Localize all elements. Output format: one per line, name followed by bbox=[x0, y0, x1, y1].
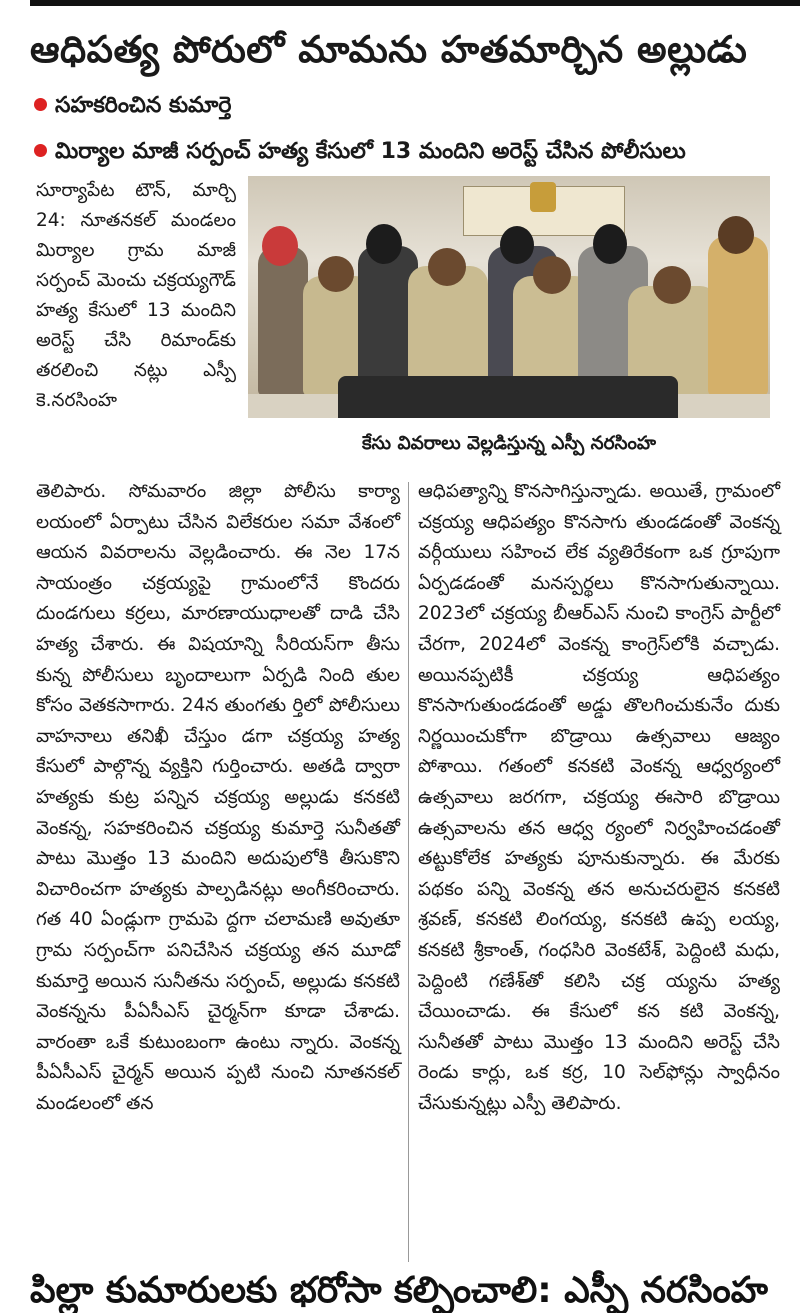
press-photo bbox=[248, 176, 770, 471]
officer-head bbox=[533, 256, 571, 294]
officer-head bbox=[653, 266, 691, 304]
subhead-1-text: సహకరించిన కుమార్తె bbox=[55, 93, 232, 118]
microphones bbox=[338, 376, 678, 418]
subhead-2 bbox=[34, 136, 794, 168]
press-meet-photo bbox=[248, 176, 770, 418]
column-left-text: తెలిపారు. సోమవారం జిల్లా పోలీసు కార్యా లయంలో ఏర్పాటు చేసిన విలేకరుల సమా వేశంలో ఆయన వివరాలను వెల్లడించారు. ఈ నెల 17న సాయంత్రం చక్రయ్యపై గ్రామంలోనే కొందరు దుండగులు కర్రలు, మారణాయుధాలతో దాడి చేసి హత్య చేశారు. ఈ విషయాన్ని సీరియస్‌గా తీసు కున్న పోలీసులు బృందాలుగా ఏర్పడి నింది తుల కోసం వెతకసాగారు. 24న తుంగతు ర్తిలో పోలీసులు వాహనాలు తనిఖీ చేస్తుం డగా చక్రయ్య హత్య కేసులో పాల్గొన్న వ్యక్తిని గుర్తించారు. అతడి ద్వారా హత్యకు కుట్ర పన్నిన చక్రయ్య అల్లుడు కనకటి వెంకన్న, సహకరించిన చక్రయ్య కుమార్తె సునీతతో పాటు మొత్తం 13 మందిని అదుపులోకి తీసుకొని విచారించగా హత్యకు పాల్పడినట్లు అంగీకరించారు. గత 40 ఏండ్లుగా గ్రామపె ద్దగా చలామణి అవుతూ గ్రామ సర్పంచ్‌గా పనిచేసిన చక్రయ్య తన మూడో కుమార్తె అయిన సునీతను సర్పంచ్, అల్లుడు కనకటి వెంకన్నను పీఏసీఎస్ చైర్మన్‌గా కూడా చేశాడు. వారంతా ఒకే కుటుంబంగా ఉంటు న్నారు. వెంకన్న పీఏసీఎస్ చైర్మన్ అయిన ప్పటి నుంచి నూతనకల్ మండలంలో తన bbox=[36, 481, 400, 1114]
subhead-1 bbox=[34, 90, 794, 122]
person-head bbox=[718, 216, 754, 254]
masked-head bbox=[500, 226, 534, 264]
masked-head bbox=[262, 226, 298, 266]
emblem-icon bbox=[530, 182, 556, 212]
masked-head bbox=[366, 224, 402, 264]
officer-head bbox=[318, 256, 354, 292]
column-divider bbox=[408, 482, 409, 1262]
next-article-headline bbox=[30, 1270, 800, 1311]
person-figure bbox=[708, 236, 768, 396]
subhead-2-text: మిర్యాల మాజీ సర్పంచ్ హత్య కేసులో 13 మందిని అరెస్ట్ చేసిన పోలీసులు bbox=[55, 139, 686, 164]
article-intro bbox=[36, 176, 236, 476]
bullet-icon bbox=[34, 144, 47, 157]
intro-text: సూర్యాపేట టౌన్, మార్చి 24: నూతనకల్ మండలం మిర్యాల గ్రామ మాజీ సర్పంచ్ మెంచు చక్రయ్యగౌడ్ హత్య కేసులో 13 మందిని అరెస్ట్ చేసి రిమాండ్‌కు తరలించి నట్లు ఎస్పీ కె.నరసింహ bbox=[36, 180, 236, 411]
column-right-text: ఆధిపత్యాన్ని కొనసాగిస్తున్నాడు. అయితే, గ్రామంలో చక్రయ్య ఆధిపత్యం కొనసాగు తుండడంతో వెంకన్న వర్గీయులు సహించ లేక వ్యతిరేకంగా ఒక గ్రూపుగా ఏర్పడడంతో మనస్పర్థలు కొనసాగుతున్నాయి. 2023లో చక్రయ్య బీఆర్ఎస్ నుంచి కాంగ్రెస్ పార్టీలో చేరగా, 2024లో వెంకన్న కాంగ్రెస్‌లోకి వచ్చాడు. అయినప్పటికీ చక్రయ్య ఆధిపత్యం కొనసాగుతుండడంతో అడ్డు తొలగించుకునేం దుకు నిర్ణయించుకోగా బొడ్రాయి ఉత్సవాలు ఆజ్యం పోశాయి. గతంలో కనకటి వెంకన్న ఆధ్వర్యంలో ఉత్సవాలు జరగగా, చక్రయ్య ఈసారి బొడ్రాయి ఉత్సవాలను తన ఆధ్వ ర్యంలో నిర్వహించడంతో తట్టుకోలేక హత్యకు పూనుకున్నారు. ఈ మేరకు పథకం పన్ని వెంకన్న తన అనుచరులైన కనకటి శ్రవణ్, కనకటి లింగయ్య, కనకటి ఉప్ప లయ్య, కనకటి శ్రీకాంత్, గంధసిరి వెంకటేశ్, పెద్దింటి మధు, పెద్దింటి గణేశ్‌తో కలిసి చక్ర య్యను హత్య చేయించాడు. ఈ కేసులో కన కటి వెంకన్న, సునీతతో పాటు మొత్తం 13 మందిని అరెస్ట్ చేసి రెండు కార్లు, ఒక కర్ర, 10 సెల్‌ఫోన్లు స్వాధీనం చేసుకున్నట్లు ఎస్పీ తెలిపారు. bbox=[418, 481, 780, 1114]
photo-caption: కేసు వివరాలు వెల్లడిస్తున్న ఎస్పీ నరసింహ bbox=[361, 433, 657, 454]
person-figure bbox=[258, 246, 308, 396]
top-rule bbox=[30, 0, 800, 6]
officer-head bbox=[428, 248, 466, 286]
next-headline-text: పిల్లా కుమారులకు భరోసా కల్పించాలి: ఎస్పీ నరసింహ bbox=[30, 1270, 768, 1311]
bullet-icon bbox=[34, 98, 47, 111]
article-headline: ఆధిపత్య పోరులో మామను హతమార్చిన అల్లుడు bbox=[30, 28, 748, 71]
article-column-right bbox=[418, 477, 780, 1273]
masked-head bbox=[593, 224, 627, 264]
article-column-left bbox=[36, 477, 400, 1273]
